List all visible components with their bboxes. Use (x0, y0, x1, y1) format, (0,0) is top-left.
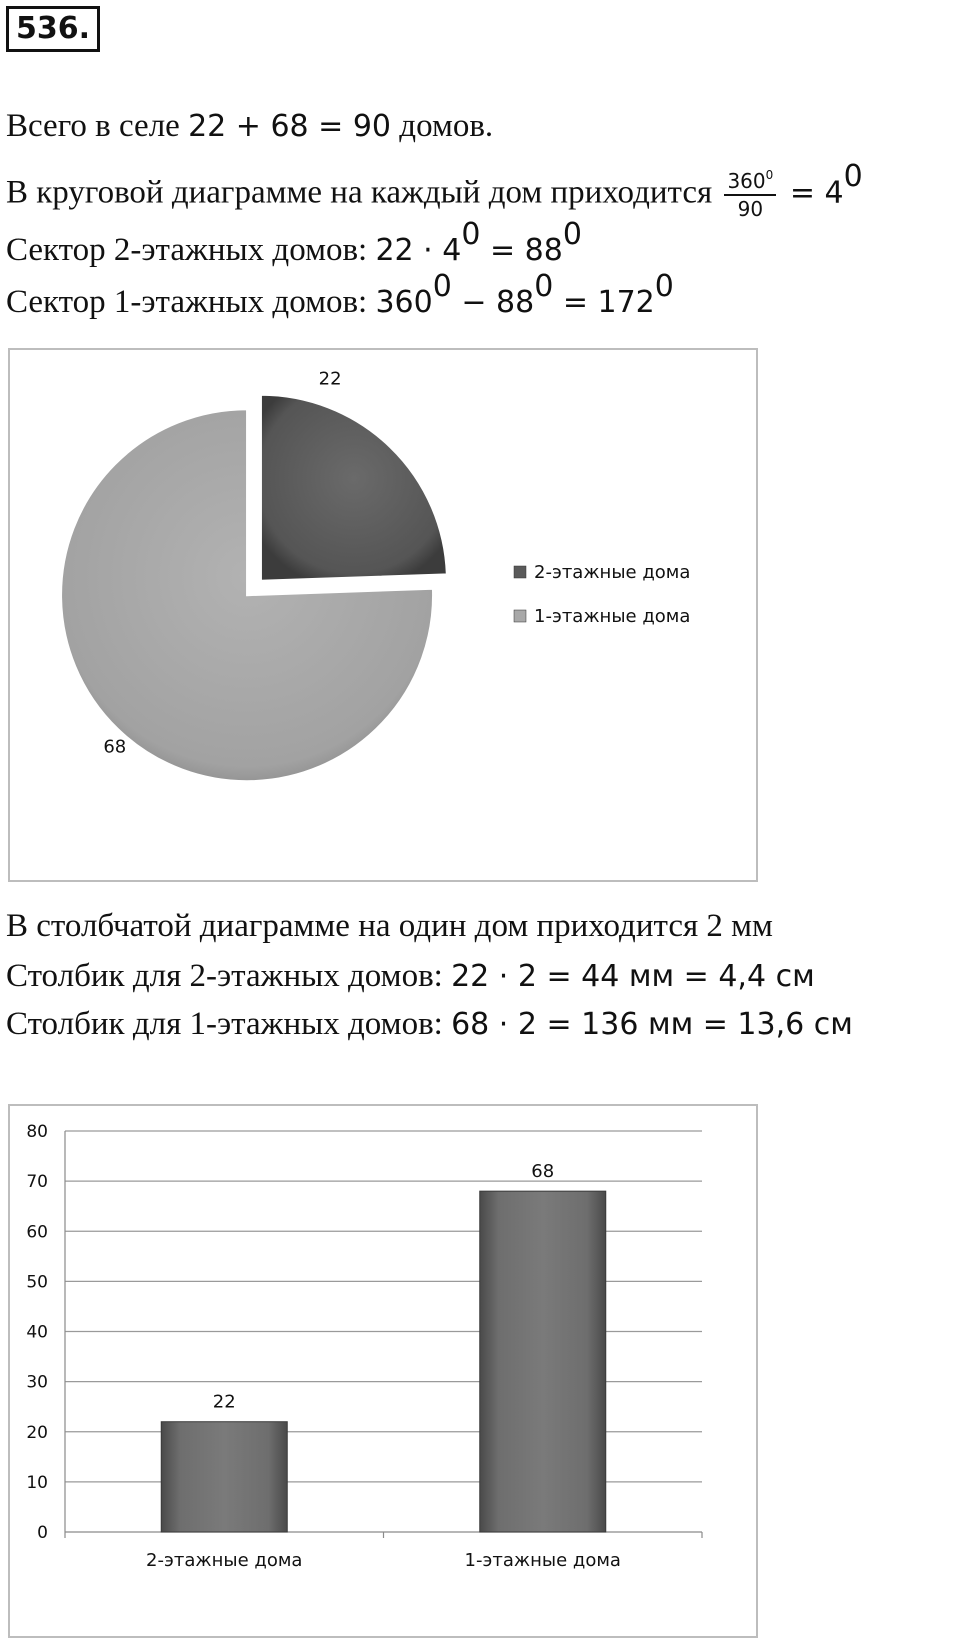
bar-chart-frame (8, 1104, 758, 1638)
legend-label-2: 1-этажные дома (534, 606, 691, 627)
text-line-bar-scale (6, 906, 773, 946)
y-tick-label: 80 (26, 1122, 48, 1142)
pie-slice-1 (261, 395, 447, 581)
pie-data-label-1: 22 (318, 368, 342, 390)
formula-sector1-c: = 172 (553, 285, 655, 320)
legend-swatch-1 (514, 566, 526, 578)
formula-bar2: 22 · 2 = 44 мм = 4,4 см (451, 959, 815, 994)
bar-2 (480, 1191, 606, 1532)
problem-number: 536. (6, 6, 100, 52)
text-line-bar-1 (6, 1004, 853, 1045)
text-line-4-part: Сектор 1-этажных домов: (6, 284, 376, 320)
y-tick-label: 40 (26, 1322, 48, 1343)
text-line-degree (6, 159, 863, 222)
numerator-value: 360 (727, 169, 766, 193)
formula-sector2-b: = 88 (480, 233, 563, 268)
x-category-label-2: 1-этажные дома (464, 1550, 621, 1571)
formula-sector1-c-sup: 0 (654, 268, 674, 304)
text-line-6-part: Столбик для 2-этажных домов: (6, 958, 452, 994)
formula-total: 22 + 68 = 90 (188, 109, 392, 144)
fraction-numerator (724, 168, 776, 196)
formula-sector2-a-sup: 0 (461, 216, 481, 252)
text-line-bar-2 (6, 956, 815, 997)
formula-bar1: 68 · 2 = 136 мм = 13,6 см (451, 1007, 853, 1042)
y-tick-label: 20 (26, 1422, 48, 1443)
pie-chart (10, 350, 756, 880)
text-line-total (6, 106, 493, 147)
bar-1 (161, 1422, 287, 1532)
legend-label-1: 2-этажные дома (534, 562, 691, 583)
bar-chart (10, 1106, 756, 1636)
formula-sector1-a-sup: 0 (432, 268, 452, 304)
formula-sector1-b-sup: 0 (534, 268, 554, 304)
formula-sector1-a: 360 (375, 285, 433, 320)
text-line-3-part: Сектор 2-этажных домов: (6, 232, 376, 268)
formula-sector2-b-sup: 0 (562, 216, 582, 252)
text-line-1-end: домов. (391, 108, 494, 144)
legend-swatch-2 (514, 610, 526, 622)
y-tick-label: 10 (26, 1472, 48, 1493)
text-line-5: В столбчатой диаграмме на один дом приходится 2 мм (6, 908, 773, 944)
text-line-sector-1 (6, 268, 674, 323)
formula-degree-result: = 4 (780, 175, 844, 211)
bar-data-label-2: 68 (531, 1161, 555, 1183)
fraction-denominator: 90 (737, 197, 764, 221)
pie-data-label-2: 68 (103, 736, 127, 758)
y-tick-label: 50 (26, 1272, 48, 1293)
y-tick-label: 30 (26, 1372, 48, 1393)
text-line-sector-2 (6, 216, 582, 271)
fraction (724, 168, 776, 222)
formula-degree-sup: 0 (843, 159, 863, 195)
bar-data-label-1: 22 (212, 1391, 236, 1413)
y-tick-label: 0 (37, 1523, 48, 1543)
formula-sector1-b: − 88 (451, 285, 535, 320)
y-tick-label: 60 (26, 1222, 48, 1243)
text-line-2-part: В круговой диаграмме на каждый дом приходится (6, 174, 721, 211)
pie-chart-frame (8, 348, 758, 882)
text-line-1-part: Всего в селе (6, 108, 189, 144)
y-tick-label: 70 (26, 1172, 48, 1193)
text-line-7-part: Столбик для 1-этажных домов: (6, 1006, 452, 1042)
numerator-sup: 0 (765, 167, 774, 182)
formula-sector2-a: 22 · 4 (375, 233, 462, 268)
x-category-label-1: 2-этажные дома (146, 1550, 303, 1571)
